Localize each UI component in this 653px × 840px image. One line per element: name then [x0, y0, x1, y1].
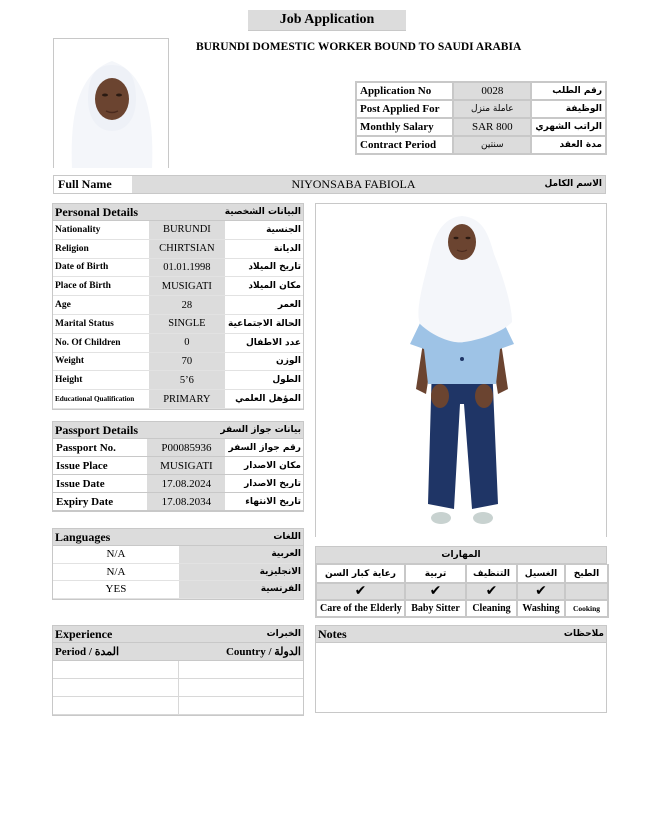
- document-title: Job Application: [248, 10, 406, 31]
- personal-row: [53, 334, 303, 353]
- check-icon: ✔: [517, 583, 565, 600]
- languages-table: [52, 546, 304, 600]
- language-row: [53, 546, 303, 564]
- skills-table: [315, 564, 609, 618]
- skill-label: Cleaning: [466, 600, 517, 617]
- height-value: 5’6: [149, 371, 225, 390]
- row-label: Educational Qualification: [53, 390, 149, 409]
- issue-date-value: 17.08.2024: [147, 475, 225, 493]
- info-row-application-no: [356, 82, 606, 100]
- personal-details-table: [52, 221, 304, 410]
- row-label-ar: المؤهل العلمي: [225, 390, 303, 409]
- application-number: 0028: [453, 82, 531, 100]
- row-label: Weight: [53, 353, 149, 372]
- skills-header: [315, 546, 607, 564]
- row-label-ar: رقم جواز السفر: [225, 439, 303, 457]
- row-label: Date of Birth: [53, 259, 149, 278]
- period-cell: [53, 661, 179, 679]
- info-label-ar: مدة العقد: [531, 136, 606, 154]
- info-label-ar: الوظيفة: [531, 100, 606, 118]
- row-label-ar: الطول: [225, 371, 303, 390]
- info-row-contract-period: [356, 136, 606, 154]
- personal-row: [53, 221, 303, 240]
- skill-label: Washing: [517, 600, 565, 617]
- languages-header: [52, 528, 304, 546]
- skill-label-ar: الغسيل: [517, 564, 565, 583]
- monthly-salary-value: SAR 800: [453, 118, 531, 136]
- passport-details-section: [52, 421, 304, 512]
- skill-label-ar: الطبخ: [565, 564, 608, 583]
- section-title-ar: اللغات: [273, 532, 301, 542]
- experience-column-headers: [52, 643, 304, 661]
- age-value: 28: [149, 296, 225, 315]
- marital-status-value: SINGLE: [149, 315, 225, 334]
- row-label: Marital Status: [53, 315, 149, 334]
- full-body-photo-image: [316, 204, 607, 537]
- section-title-ar: المهارات: [441, 550, 481, 560]
- language-row: [53, 564, 303, 582]
- row-label-ar: العمر: [225, 296, 303, 315]
- section-title: Personal Details: [55, 204, 138, 219]
- section-title: Notes: [318, 626, 347, 641]
- personal-row: [53, 277, 303, 296]
- place-of-birth-value: MUSIGATI: [149, 277, 225, 296]
- full-name-label-ar: الاسم الكامل: [535, 176, 605, 193]
- passport-row: [53, 457, 303, 475]
- info-label: Contract Period: [356, 136, 453, 154]
- experience-section: [52, 625, 304, 716]
- info-label: Monthly Salary: [356, 118, 453, 136]
- section-title-ar: الخبرات: [266, 629, 301, 639]
- personal-details-header: [52, 203, 304, 221]
- row-label-ar: مكان الميلاد: [225, 277, 303, 296]
- row-label-ar: الديانة: [225, 240, 303, 259]
- portrait-photo-image: [54, 39, 169, 168]
- french-level: YES: [53, 581, 179, 599]
- notes-header: [315, 625, 607, 643]
- education-value: PRIMARY: [149, 390, 225, 409]
- full-name-value: NIYONSABA FABIOLA: [132, 176, 535, 193]
- skill-label-ar: رعاية كبار السن: [316, 564, 405, 583]
- skills-check-row: [316, 583, 608, 600]
- country-cell: [179, 661, 303, 679]
- passport-details-table: [52, 439, 304, 512]
- skill-label: Care of the Elderly: [316, 600, 405, 617]
- skill-label: Cooking: [565, 600, 608, 617]
- country-column-header: Country / الدولة: [225, 646, 301, 658]
- personal-row: [53, 353, 303, 372]
- dob-value: 01.01.1998: [149, 259, 225, 278]
- experience-row: [53, 679, 303, 697]
- check-icon: [565, 583, 608, 600]
- country-cell: [179, 679, 303, 697]
- period-cell: [53, 697, 179, 715]
- expiry-date-value: 17.08.2034: [147, 493, 225, 511]
- children-value: 0: [149, 334, 225, 353]
- issue-place-value: MUSIGATI: [147, 457, 225, 475]
- section-title-ar: ملاحظات: [563, 629, 604, 639]
- language-row: [53, 581, 303, 599]
- row-label-ar: الوزن: [225, 353, 303, 372]
- skills-section: [315, 546, 607, 618]
- personal-details-section: [52, 203, 304, 410]
- check-icon: ✔: [316, 583, 405, 600]
- full-name-row: [53, 175, 606, 194]
- personal-row: [53, 371, 303, 390]
- notes-body: [315, 643, 607, 713]
- row-label: Issue Place: [53, 457, 147, 475]
- section-title-ar: البيانات الشخصية: [224, 207, 301, 217]
- skills-english-row: [316, 600, 608, 617]
- skills-arabic-row: [316, 564, 608, 583]
- passport-row: [53, 475, 303, 493]
- languages-section: [52, 528, 304, 600]
- personal-row: [53, 390, 303, 409]
- experience-table: [52, 661, 304, 716]
- personal-row: [53, 259, 303, 278]
- info-label-ar: رقم الطلب: [531, 82, 606, 100]
- full-body-photo: [315, 203, 607, 537]
- row-label-ar: تاريخ الاصدار: [225, 475, 303, 493]
- row-label: Place of Birth: [53, 277, 149, 296]
- row-label: Religion: [53, 240, 149, 259]
- personal-row: [53, 315, 303, 334]
- section-title: Passport Details: [55, 422, 138, 437]
- row-label: Nationality: [53, 221, 149, 240]
- experience-header: [52, 625, 304, 643]
- info-label: Application No: [356, 82, 453, 100]
- language-label-ar: الفرنسية: [179, 581, 303, 599]
- nationality-value: BURUNDI: [149, 221, 225, 240]
- application-info-table: [355, 81, 607, 155]
- section-title: Experience: [55, 626, 113, 641]
- language-label-ar: الانجليزية: [179, 564, 303, 582]
- experience-row: [53, 661, 303, 679]
- passport-number-value: P00085936: [147, 439, 225, 457]
- row-label-ar: عدد الاطفال: [225, 334, 303, 353]
- section-title: Languages: [55, 529, 111, 544]
- document-subtitle: BURUNDI DOMESTIC WORKER BOUND TO SAUDI ARABIA: [196, 41, 522, 53]
- skill-label: Baby Sitter: [405, 600, 466, 617]
- passport-details-header: [52, 421, 304, 439]
- period-column-header: Period / المدة: [55, 646, 120, 658]
- portrait-photo: [53, 38, 169, 168]
- info-row-monthly-salary: [356, 118, 606, 136]
- country-cell: [179, 697, 303, 715]
- contract-period-value: سنتين: [453, 136, 531, 154]
- row-label: Issue Date: [53, 475, 147, 493]
- row-label-ar: الجنسية: [225, 221, 303, 240]
- religion-value: CHIRTSIAN: [149, 240, 225, 259]
- row-label: Age: [53, 296, 149, 315]
- language-label-ar: العربية: [179, 546, 303, 564]
- english-level: N/A: [53, 564, 179, 582]
- row-label: Expiry Date: [53, 493, 147, 511]
- personal-row: [53, 240, 303, 259]
- row-label-ar: تاريخ الانتهاء: [225, 493, 303, 511]
- section-title-ar: بيانات جواز السفر: [220, 425, 301, 435]
- row-label-ar: تاريخ الميلاد: [225, 259, 303, 278]
- row-label-ar: مكان الاصدار: [225, 457, 303, 475]
- row-label: No. Of Children: [53, 334, 149, 353]
- weight-value: 70: [149, 353, 225, 372]
- row-label-ar: الحالة الاجتماعية: [225, 315, 303, 334]
- post-applied-value: عاملة منزل: [453, 100, 531, 118]
- skill-label-ar: التنظيف: [466, 564, 517, 583]
- skill-label-ar: تربية: [405, 564, 466, 583]
- passport-row: [53, 439, 303, 457]
- check-icon: ✔: [405, 583, 466, 600]
- experience-row: [53, 697, 303, 715]
- arabic-level: N/A: [53, 546, 179, 564]
- period-cell: [53, 679, 179, 697]
- full-name-label: Full Name: [54, 176, 132, 193]
- personal-row: [53, 296, 303, 315]
- row-label: Passport No.: [53, 439, 147, 457]
- passport-row: [53, 493, 303, 511]
- check-icon: ✔: [466, 583, 517, 600]
- notes-section: [315, 625, 607, 713]
- row-label: Height: [53, 371, 149, 390]
- info-row-post-applied: [356, 100, 606, 118]
- info-label: Post Applied For: [356, 100, 453, 118]
- info-label-ar: الراتب الشهري: [531, 118, 606, 136]
